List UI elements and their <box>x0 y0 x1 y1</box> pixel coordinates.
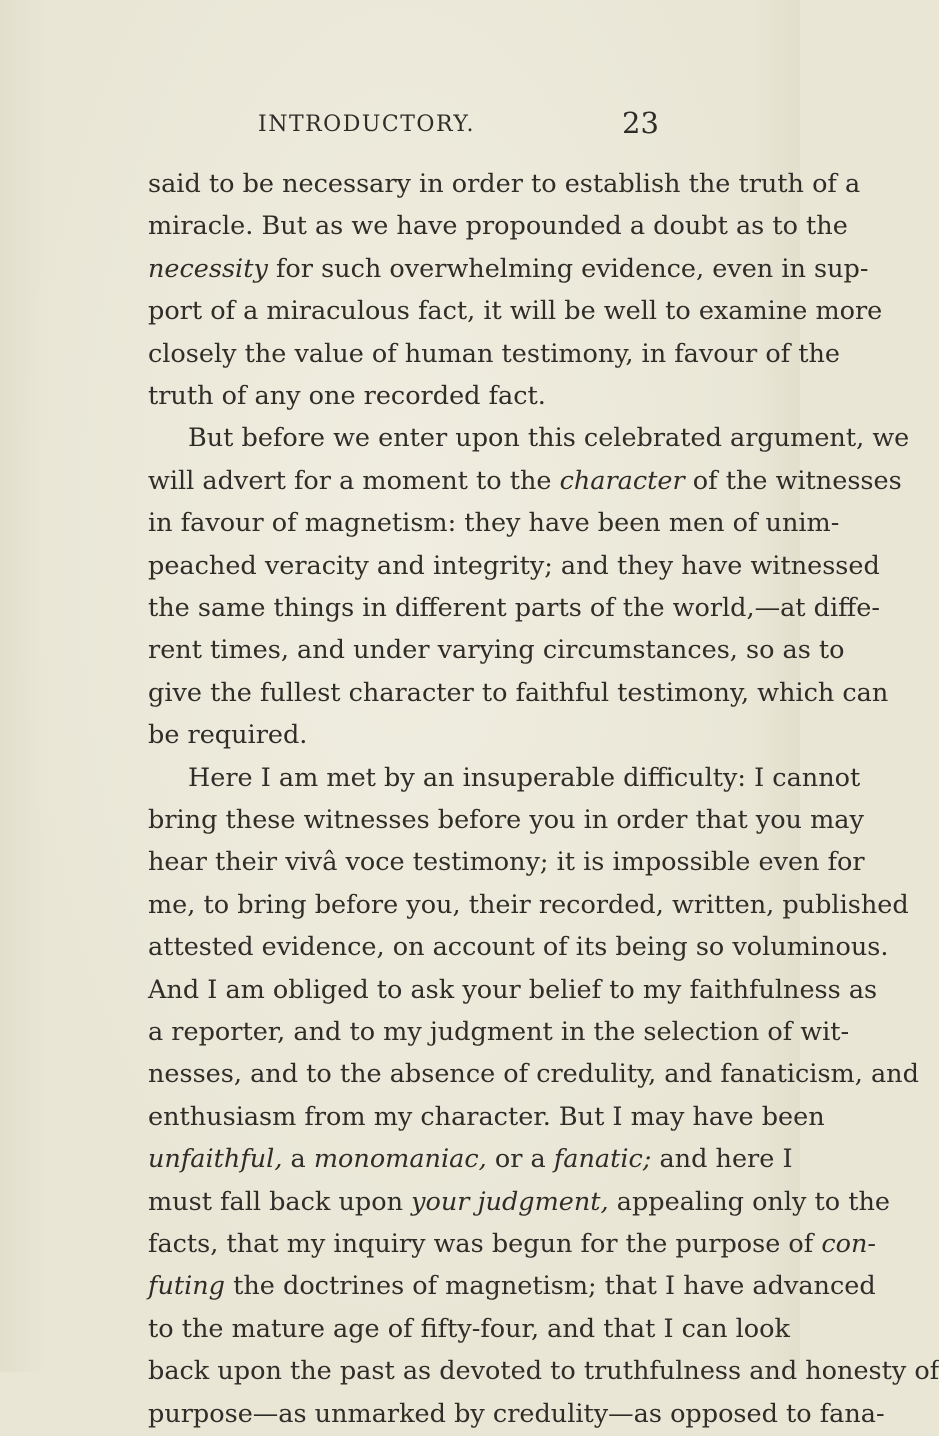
text-line: hear their vivâ voce testimony; it is impossible even for <box>148 847 865 878</box>
text-line: miracle. But as we have propounded a doubt as to the <box>148 211 848 242</box>
text-line: me, to bring before you, their recorded, written, published <box>148 889 909 920</box>
text-line: port of a miraculous fact, it will be well to examine more <box>148 296 883 327</box>
text-line: a reporter, and to my judgment in the selection of wit- <box>148 1017 850 1047</box>
text-line: necessity for such overwhelming evidence, even in sup- <box>148 253 869 284</box>
text-line: enthusiasm from my character. But I may have been <box>148 1101 825 1132</box>
text-line: will advert for a moment to the character of the witnesses <box>148 465 902 496</box>
text-line: closely the value of human testimony, in favour of the <box>148 338 841 369</box>
text-line: must fall back upon your judgment, appealing only to the <box>148 1186 890 1217</box>
text-line: to the mature age of fifty-four, and that I can look <box>148 1313 790 1344</box>
running-head: INTRODUCTORY. <box>258 112 476 137</box>
text-line: peached veracity and integrity; and they have witnessed <box>148 550 880 581</box>
text-line: in favour of magnetism: they have been men of unim- <box>148 508 840 539</box>
text-line: bring these witnesses before you in order that you may <box>148 805 864 835</box>
text-line: futing the doctrines of magnetism; that I have advanced <box>148 1271 876 1302</box>
text-line: unfaithful, a monomaniac, or a fanatic; and here I <box>148 1144 793 1175</box>
text-line: nesses, and to the absence of credulity, and fanaticism, and <box>148 1059 919 1090</box>
text-line: the same things in different parts of the world,—at diffe- <box>148 593 880 623</box>
text-line: truth of any one recorded fact. <box>148 381 546 411</box>
text-line: facts, that my inquiry was begun for the purpose of con- <box>148 1229 877 1259</box>
text-line: purpose—as unmarked by credulity—as opposed to fana- <box>148 1398 885 1429</box>
text-line: give the fullest character to faithful testimony, which can <box>148 677 889 708</box>
text-line: be required. <box>148 720 308 751</box>
text-line: And I am obliged to ask your belief to my faithfulness as <box>148 974 878 1005</box>
page-number: 23 <box>622 106 659 140</box>
text-line: back upon the past as devoted to truthfulness and honesty of <box>148 1356 939 1387</box>
text-line: said to be necessary in order to establish the truth of a <box>148 169 861 199</box>
text-line: Here I am met by an insuperable difficulty: I cannot <box>188 762 861 793</box>
text-line: rent times, and under varying circumstances, so as to <box>148 635 845 666</box>
text-line: But before we enter upon this celebrated argument, we <box>188 423 910 454</box>
page-header <box>0 106 800 146</box>
text-line: attested evidence, on account of its being so voluminous. <box>148 932 889 963</box>
